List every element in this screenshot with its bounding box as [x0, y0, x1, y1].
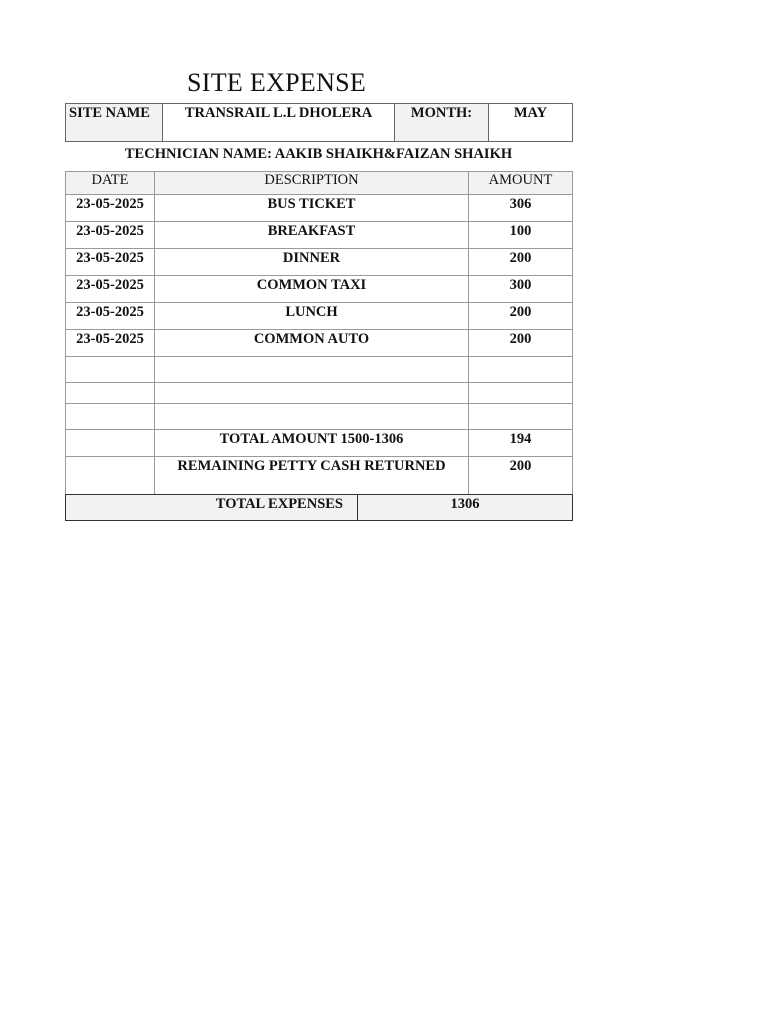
row-amount: 200	[469, 249, 573, 276]
row-date: 23-05-2025	[66, 303, 155, 330]
total-expenses-value: 1306	[358, 495, 573, 521]
table-row	[66, 303, 573, 330]
row-amount: 300	[469, 276, 573, 303]
row-date: 23-05-2025	[66, 195, 155, 222]
site-name-label: SITE NAME	[66, 104, 163, 142]
amount-header: AMOUNT	[469, 172, 573, 195]
table-row	[66, 330, 573, 357]
total-expenses-label: TOTAL EXPENSES	[66, 495, 358, 521]
row-date: 23-05-2025	[66, 276, 155, 303]
row-date: 23-05-2025	[66, 249, 155, 276]
empty-row	[66, 357, 573, 383]
table-row	[66, 249, 573, 276]
row-amount: 100	[469, 222, 573, 249]
month-value: MAY	[489, 104, 573, 142]
row-date: 23-05-2025	[66, 222, 155, 249]
empty-row	[66, 383, 573, 404]
summary-row	[66, 457, 573, 498]
table-row	[66, 222, 573, 249]
row-description: BREAKFAST	[155, 222, 469, 249]
summary-description: REMAINING PETTY CASH RETURNED	[155, 457, 469, 498]
site-name-value: TRANSRAIL L.L DHOLERA	[163, 104, 395, 142]
row-description: COMMON AUTO	[155, 330, 469, 357]
row-description: LUNCH	[155, 303, 469, 330]
summary-amount: 194	[469, 430, 573, 457]
technician-name: TECHNICIAN NAME: AAKIB SHAIKH&FAIZAN SHAIKH	[124, 146, 513, 162]
description-header: DESCRIPTION	[155, 172, 469, 195]
row-amount: 306	[469, 195, 573, 222]
page-title: SITE EXPENSE	[187, 68, 367, 97]
expense-table	[65, 171, 573, 498]
empty-row	[66, 404, 573, 430]
date-header: DATE	[66, 172, 155, 195]
row-description: DINNER	[155, 249, 469, 276]
table-row	[66, 276, 573, 303]
site-info-table	[65, 103, 573, 142]
total-expenses-table	[65, 494, 573, 521]
summary-description: TOTAL AMOUNT 1500-1306	[155, 430, 469, 457]
summary-row	[66, 430, 573, 457]
table-header-row	[66, 172, 573, 195]
month-label: MONTH:	[395, 104, 489, 142]
row-amount: 200	[469, 303, 573, 330]
summary-amount: 200	[469, 457, 573, 498]
table-row	[66, 195, 573, 222]
row-description: BUS TICKET	[155, 195, 469, 222]
row-date: 23-05-2025	[66, 330, 155, 357]
row-description: COMMON TAXI	[155, 276, 469, 303]
row-amount: 200	[469, 330, 573, 357]
